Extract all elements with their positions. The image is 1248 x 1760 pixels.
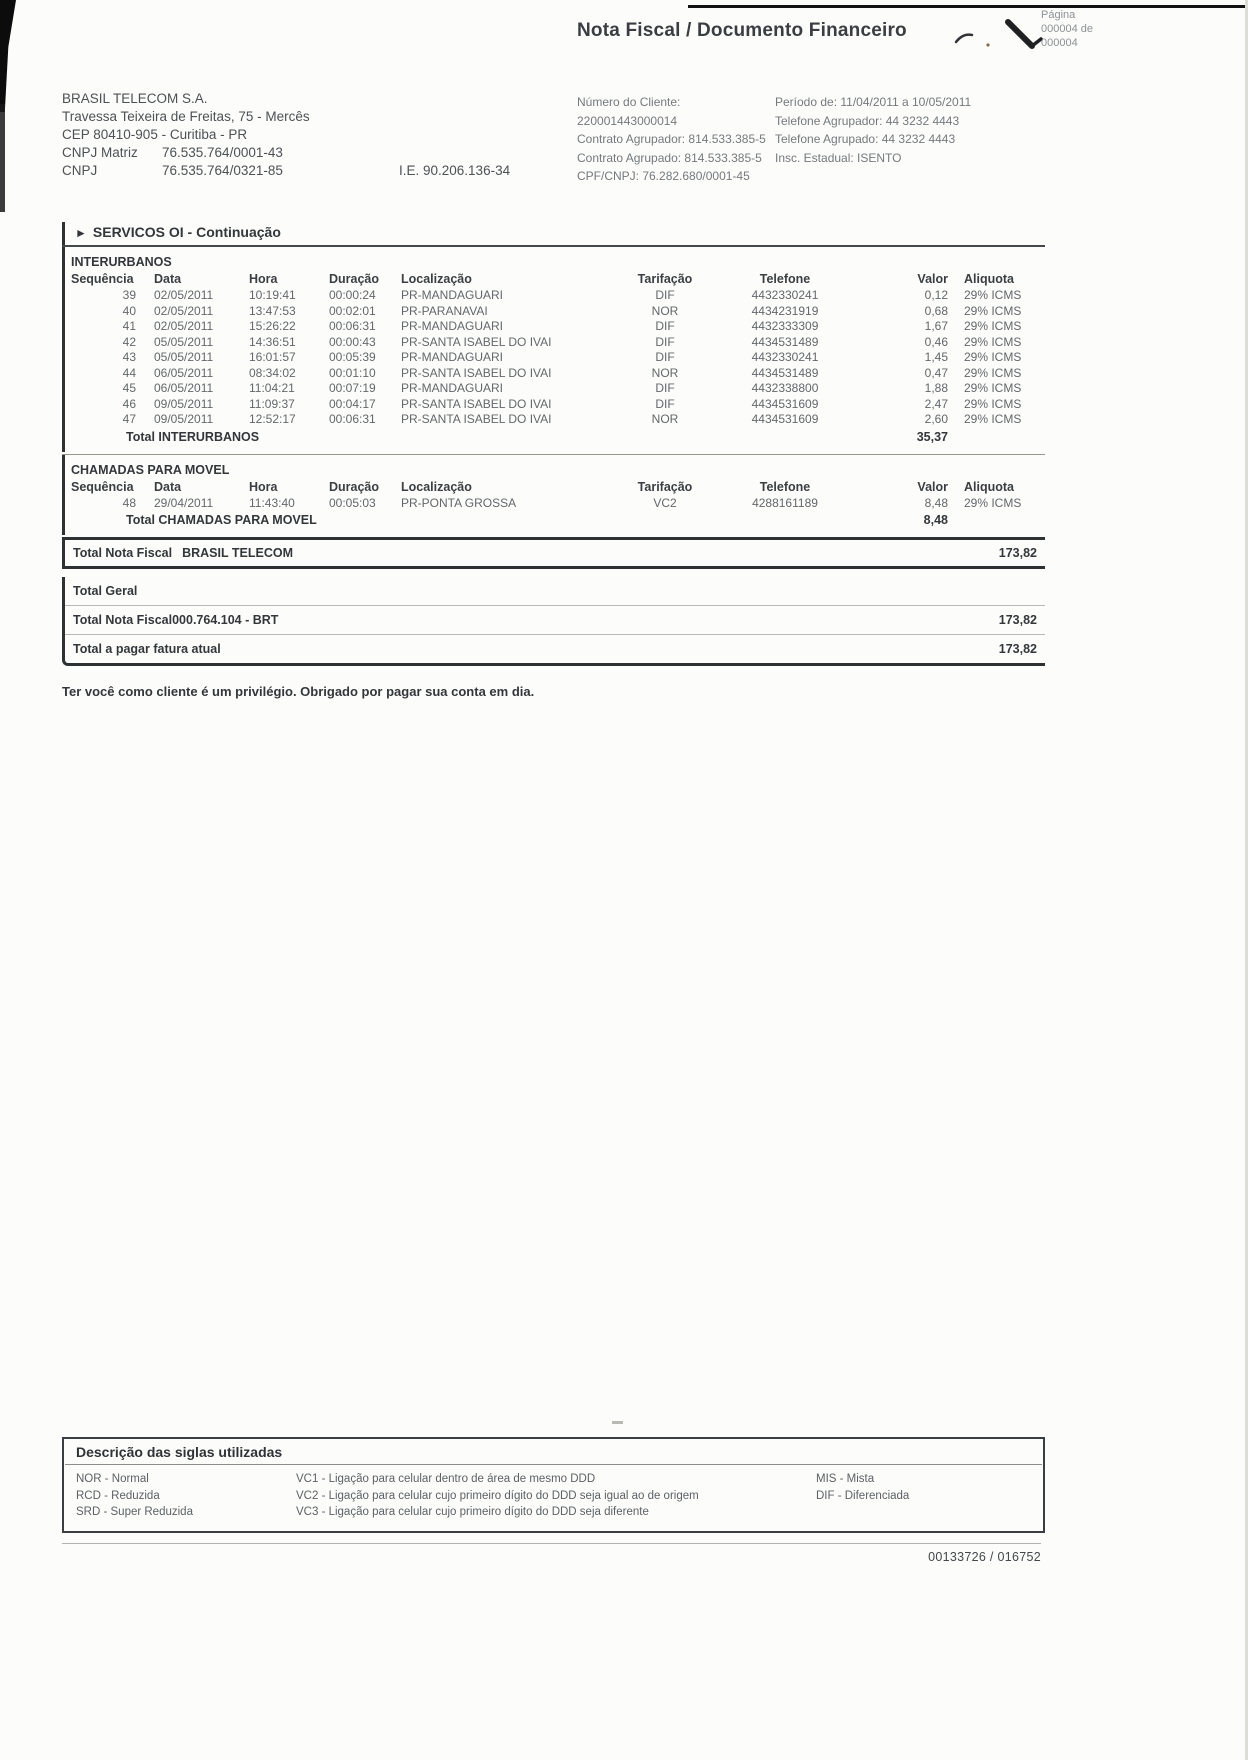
cell: PR-PARANAVAI <box>401 303 488 318</box>
cell: 41 <box>122 319 136 333</box>
cell: 09/05/2011 <box>154 412 214 426</box>
table-row <box>71 397 1045 413</box>
movel-total-row <box>71 511 1045 529</box>
cell: 47 <box>122 412 136 426</box>
cell: 29% ICMS <box>964 365 1022 380</box>
cell: 46 <box>122 396 136 411</box>
table-row <box>71 335 1045 351</box>
siglas-col3 <box>816 1471 1016 1521</box>
table-row <box>71 412 1045 428</box>
cell: 13:47:53 <box>249 303 296 318</box>
company-cnpj-row <box>62 162 510 180</box>
cell: PR-MANDAGUARI <box>401 350 504 364</box>
client-info-block <box>577 93 1035 186</box>
page-number-label: Página <box>1041 9 1076 21</box>
movel-total-label: Total CHAMADAS PARA MOVEL <box>126 513 317 527</box>
scan-top-rule <box>688 5 1248 8</box>
scan-artifact-corner <box>0 0 16 112</box>
interurbanos-title: INTERURBANOS <box>71 255 172 269</box>
nf-brt-value: 173,82 <box>998 613 1037 627</box>
footer-code: 00133726 / 016752 <box>928 1550 1041 1564</box>
col-tarifacao: Tarifação <box>637 272 693 286</box>
cell: 00:01:10 <box>329 365 376 380</box>
cell: DIF <box>655 396 675 411</box>
cell: 29% ICMS <box>964 350 1022 364</box>
nf-number: 000.764.104 - BRT <box>172 613 279 627</box>
cell: 08:34:02 <box>249 365 296 380</box>
cell: 02/05/2011 <box>154 319 214 333</box>
cell: 06/05/2011 <box>154 381 214 395</box>
interurbanos-total-label: Total INTERURBANOS <box>126 429 260 444</box>
col-hora: Hora <box>249 479 278 494</box>
cell: 00:06:31 <box>329 412 376 426</box>
table-header-row <box>71 479 1045 496</box>
cell: 4288161189 <box>752 495 818 510</box>
cell: 29% ICMS <box>964 412 1022 426</box>
cell: 11:43:40 <box>249 495 295 510</box>
col-localizacao: Localização <box>401 479 472 494</box>
cell: 45 <box>122 381 136 395</box>
table-row <box>71 496 1045 512</box>
col-duracao: Duração <box>329 272 380 286</box>
cell: 11:04:21 <box>249 381 295 395</box>
total-geral-row <box>65 577 1045 605</box>
cell: PR-SANTA ISABEL DO IVAI <box>401 334 552 349</box>
cell: PR-PONTA GROSSA <box>401 495 517 510</box>
cell: 1,88 <box>924 381 948 395</box>
cell: 02/05/2011 <box>154 288 214 302</box>
cnpj-value: 76.535.764/0321-85 <box>162 163 283 178</box>
table-row <box>71 350 1045 366</box>
siglas-legend-box <box>62 1437 1045 1533</box>
cell: 4434531489 <box>751 365 819 380</box>
siglas-col1 <box>76 1471 296 1521</box>
cell: 29% ICMS <box>964 319 1022 333</box>
cell: 4434531489 <box>751 334 819 349</box>
cell: 00:07:19 <box>329 381 376 395</box>
company-block <box>62 90 510 180</box>
col-localizacao: Localização <box>401 272 472 286</box>
cell: 00:02:01 <box>329 303 376 318</box>
inscricao-estadual: Insc. Estadual: ISENTO <box>775 150 902 165</box>
cell: 00:00:43 <box>329 334 376 349</box>
cell: 15:26:22 <box>249 319 296 333</box>
cell: 00:00:24 <box>329 288 376 302</box>
cell: 0,12 <box>924 288 948 302</box>
cell: 1,45 <box>924 350 948 364</box>
cpf-cnpj: CPF/CNPJ: 76.282.680/0001-45 <box>577 169 750 183</box>
sigla-srd: SRD - Super Reduzida <box>76 1506 193 1518</box>
col-tarifacao: Tarifação <box>637 479 693 494</box>
sigla-vc1: VC1 - Ligação para celular dentro de área de mesmo DDD <box>296 1473 596 1485</box>
company-address-street: Travessa Teixeira de Freitas, 75 - Mercês <box>62 109 310 124</box>
client-info-col1 <box>577 93 775 186</box>
company-cnpj-matriz-row <box>62 144 510 162</box>
cell: NOR <box>651 365 679 380</box>
cell: 4432333309 <box>751 319 819 333</box>
col-valor: Valor <box>917 479 948 494</box>
cell: 29% ICMS <box>964 303 1022 318</box>
cnpj-label: CNPJ <box>62 163 98 178</box>
cell: 29% ICMS <box>964 396 1022 411</box>
page-number-value: 000004 de <box>1041 23 1093 35</box>
total-geral-label: Total Geral <box>73 584 138 598</box>
siglas-columns <box>64 1465 1043 1531</box>
cell: 42 <box>122 334 136 349</box>
cell: 4434231919 <box>751 303 819 318</box>
cell: 2,47 <box>924 396 948 411</box>
cell: 4434531609 <box>751 412 819 426</box>
band-label <box>73 546 293 560</box>
cell: PR-SANTA ISABEL DO IVAI <box>401 365 552 380</box>
cell: 0,47 <box>924 365 948 380</box>
cell: 4432330241 <box>751 288 819 302</box>
cell: 29% ICMS <box>964 334 1022 349</box>
cell: 1,67 <box>924 319 948 333</box>
movel-total-value: 8,48 <box>923 513 948 527</box>
cell: PR-MANDAGUARI <box>401 288 504 302</box>
cell: DIF <box>655 381 675 395</box>
cell: 12:52:17 <box>249 412 296 426</box>
cell: 00:05:39 <box>329 350 376 364</box>
col-aliquota: Aliquota <box>964 479 1014 494</box>
contrato-agrupador: Contrato Agrupador: 814.533.385-5 <box>577 132 766 146</box>
cell: 39 <box>122 288 136 302</box>
nf-brt-label <box>73 613 278 627</box>
client-number: Número do Cliente: 220001443000014 <box>577 95 681 128</box>
cell: DIF <box>655 319 675 333</box>
col-sequencia: Sequência <box>71 479 134 494</box>
cell: 0,46 <box>924 334 948 349</box>
page-number-block <box>1041 8 1093 50</box>
interurbanos-table <box>62 247 1045 452</box>
cell: 05/05/2011 <box>154 350 214 364</box>
scan-artifact-dash <box>612 1421 623 1424</box>
ie-value: I.E. 90.206.136-34 <box>399 163 511 178</box>
cell: PR-MANDAGUARI <box>401 381 504 395</box>
page-number-total: 000004 <box>1041 37 1078 49</box>
sigla-rcd: RCD - Reduzida <box>76 1489 160 1502</box>
band-label-text: Total Nota Fiscal <box>73 546 173 560</box>
cell: 4434531609 <box>751 396 819 411</box>
cell: VC2 <box>653 495 677 510</box>
page-footer <box>62 1543 1041 1564</box>
cell: NOR <box>651 412 679 426</box>
telefone-agrupador: Telefone Agrupador: 44 3232 4443 <box>775 113 960 128</box>
sigla-vc3: VC3 - Ligação para celular cujo primeiro dígito do DDD seja diferente <box>296 1506 649 1518</box>
total-nota-fiscal-band <box>62 537 1045 569</box>
col-data: Data <box>154 479 182 494</box>
cell: DIF <box>655 288 675 302</box>
col-data: Data <box>154 272 182 286</box>
total-a-pagar-row <box>65 634 1045 663</box>
thank-you-message: Ter você como cliente é um privilégio. Obrigado por pagar sua conta em dia. <box>62 684 535 699</box>
col-sequencia: Sequência <box>71 272 134 286</box>
cell: 05/05/2011 <box>154 334 214 349</box>
cnpj-matriz-value: 76.535.764/0001-43 <box>162 145 283 160</box>
cell: 29% ICMS <box>964 495 1022 510</box>
cell: 11:09:37 <box>249 396 295 411</box>
col-aliquota: Aliquota <box>964 272 1014 286</box>
cell: 09/05/2011 <box>154 396 214 411</box>
cell: 02/05/2011 <box>154 303 214 318</box>
cell: 44 <box>122 365 136 380</box>
section-header <box>62 222 1045 245</box>
cell: 00:05:03 <box>329 495 376 510</box>
interurbanos-total-value: 35,37 <box>916 429 948 444</box>
sigla-dif: DIF - Diferenciada <box>816 1489 910 1502</box>
col-duracao: Duração <box>329 479 380 494</box>
col-valor: Valor <box>917 272 948 286</box>
sigla-nor: NOR - Normal <box>76 1473 149 1485</box>
cell: 29/04/2011 <box>154 495 214 510</box>
band-value: 173,82 <box>998 546 1037 560</box>
table-row <box>71 381 1045 397</box>
total-nf-brt-row <box>65 605 1045 634</box>
table-row <box>71 319 1045 335</box>
col-hora: Hora <box>249 272 278 286</box>
siglas-col2 <box>296 1471 816 1521</box>
services-section <box>62 222 1045 699</box>
cell: 29% ICMS <box>964 288 1022 302</box>
cell: 29% ICMS <box>964 381 1022 395</box>
table-row <box>71 366 1045 382</box>
sigla-vc2: VC2 - Ligação para celular cujo primeiro dígito do DDD seja igual ao de origem <box>296 1489 699 1502</box>
cell: NOR <box>651 303 679 318</box>
a-pagar-label: Total a pagar fatura atual <box>73 642 221 656</box>
interurbanos-rows <box>71 288 1045 428</box>
cnpj-matriz-label: CNPJ Matriz <box>62 145 138 160</box>
cell: 00:04:17 <box>329 396 376 411</box>
a-pagar-value: 173,82 <box>998 642 1037 656</box>
cell: 16:01:57 <box>249 350 296 364</box>
cell: 00:06:31 <box>329 319 376 333</box>
movel-rows <box>71 496 1045 512</box>
cell: 48 <box>122 495 136 510</box>
siglas-title: Descrição das siglas utilizadas <box>76 1444 283 1460</box>
col-telefone: Telefone <box>759 272 811 286</box>
cell: 8,48 <box>924 495 948 510</box>
table-header-row <box>71 271 1045 288</box>
cell: DIF <box>655 350 675 364</box>
movel-title: CHAMADAS PARA MOVEL <box>71 462 230 477</box>
company-address-city: CEP 80410-905 - Curitiba - PR <box>62 127 248 142</box>
scan-artifact-edge <box>0 104 5 212</box>
periodo: Período de: 11/04/2011 a 10/05/2011 <box>775 95 972 109</box>
company-name: BRASIL TELECOM S.A. <box>62 91 208 106</box>
contrato-agrupado: Contrato Agrupado: 814.533.385-5 <box>577 150 762 165</box>
cell: PR-SANTA ISABEL DO IVAI <box>401 396 552 411</box>
section-title: SERVICOS OI - Continuação <box>92 224 281 240</box>
telefone-agrupado: Telefone Agrupado: 44 3232 4443 <box>775 132 956 146</box>
cell: 06/05/2011 <box>154 365 214 380</box>
table-row <box>71 304 1045 320</box>
cell: 2,60 <box>924 412 948 426</box>
cell: 4432330241 <box>751 350 819 364</box>
cell: 40 <box>122 303 136 318</box>
interurbanos-total-row <box>71 428 1045 446</box>
nf-label-text: Total Nota Fiscal <box>73 613 173 627</box>
cell: 10:19:41 <box>249 288 296 302</box>
cell: 0,68 <box>924 303 948 318</box>
sigla-mis: MIS - Mista <box>816 1473 875 1485</box>
cell: 43 <box>122 350 136 364</box>
client-info-col2 <box>775 93 1035 186</box>
cell: 14:36:51 <box>249 334 296 349</box>
band-company-name: BRASIL TELECOM <box>182 546 293 560</box>
col-telefone: Telefone <box>759 479 811 494</box>
table-row <box>71 288 1045 304</box>
page-title: Nota Fiscal / Documento Financeiro <box>577 20 907 41</box>
cell: PR-SANTA ISABEL DO IVAI <box>401 412 552 426</box>
cell: 4432338800 <box>751 381 819 395</box>
movel-table <box>62 455 1045 536</box>
cell: DIF <box>655 334 675 349</box>
total-geral-box <box>62 577 1045 666</box>
arrow-icon: ► <box>75 226 87 240</box>
cell: PR-MANDAGUARI <box>401 319 504 333</box>
